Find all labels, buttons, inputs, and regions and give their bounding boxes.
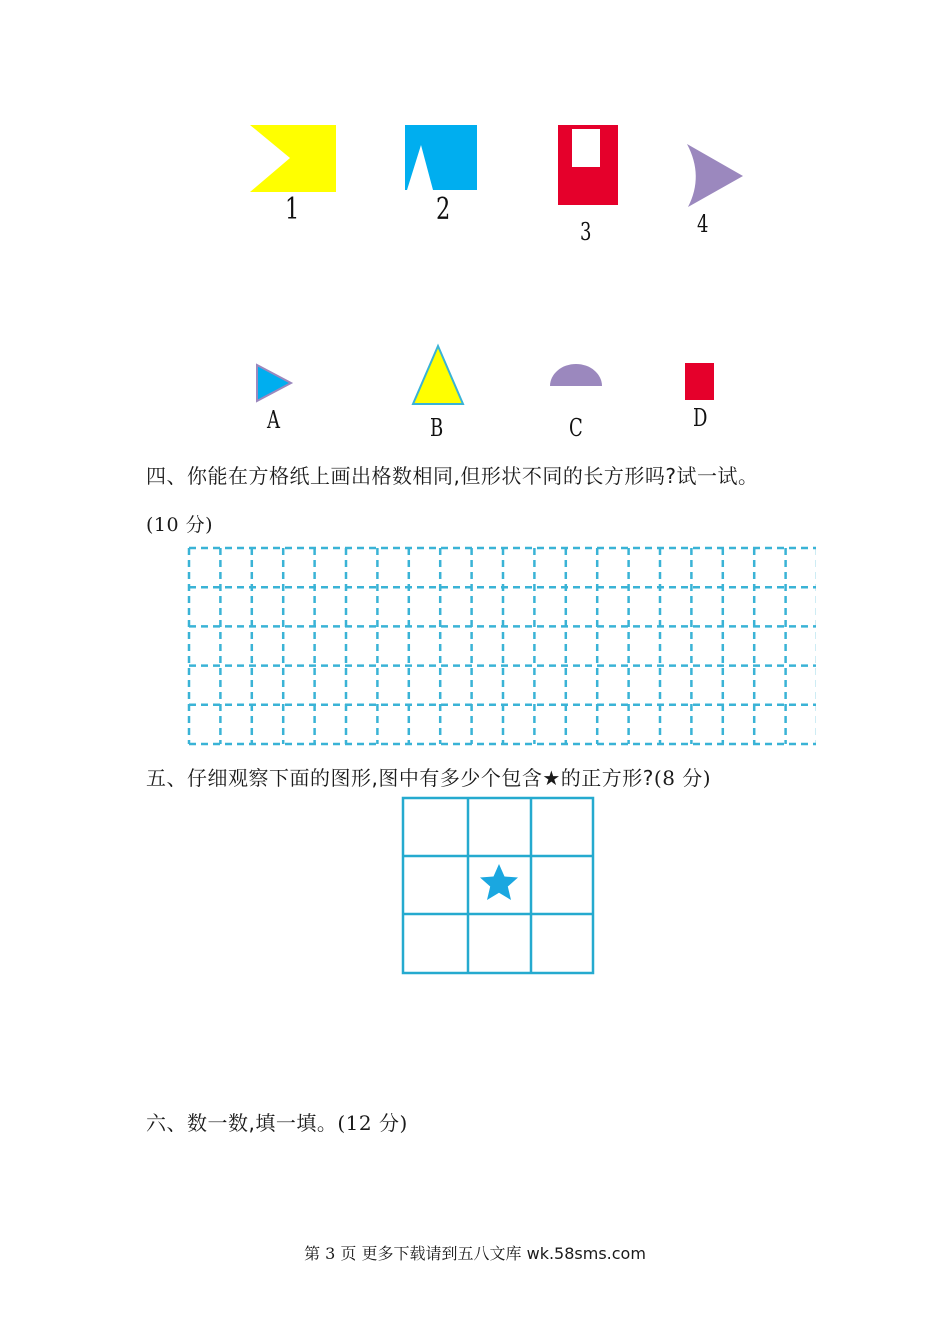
page-footer xyxy=(0,1241,950,1264)
shape-d-label: D xyxy=(693,404,708,432)
square-grid-with-star xyxy=(400,795,596,977)
dashed-grid-paper[interactable] xyxy=(186,545,816,748)
triangle-right-icon xyxy=(254,362,294,404)
footer-text: 第 3 页 更多下载请到五八文库 xyxy=(304,1244,527,1263)
shape-2-icon xyxy=(403,123,479,193)
section6-title: 六、数一数,填一填。(12 分) xyxy=(146,1111,408,1135)
section4-title: 四、你能在方格纸上画出格数相同,但形状不同的长方形吗?试一试。 xyxy=(146,464,759,488)
shape-3-label: 3 xyxy=(580,218,592,246)
star-icon xyxy=(480,864,518,900)
shape-1-label: 1 xyxy=(285,192,300,227)
shape-a-label: A xyxy=(267,406,281,434)
section6-score: (12 分) xyxy=(337,1111,408,1135)
triangle-up-icon xyxy=(410,343,466,407)
shape-2-label: 2 xyxy=(436,192,451,227)
semicircle-icon xyxy=(548,362,604,388)
shape-c-label: C xyxy=(569,414,583,442)
section5-score: (8 分) xyxy=(653,766,712,790)
shape-3-icon xyxy=(556,123,620,208)
shape-4-icon xyxy=(684,142,746,210)
footer-site-link[interactable]: wk.58sms.com xyxy=(526,1244,646,1263)
shape-b-label: B xyxy=(430,414,444,442)
shape-4-label: 4 xyxy=(697,210,709,238)
section5-title: 五、仔细观察下面的图形,图中有多少个包含★的正方形?(8 分) xyxy=(146,766,712,790)
section4-score: (10 分) xyxy=(146,514,214,536)
rectangle-icon xyxy=(684,362,716,402)
shape-1-icon xyxy=(248,123,338,195)
